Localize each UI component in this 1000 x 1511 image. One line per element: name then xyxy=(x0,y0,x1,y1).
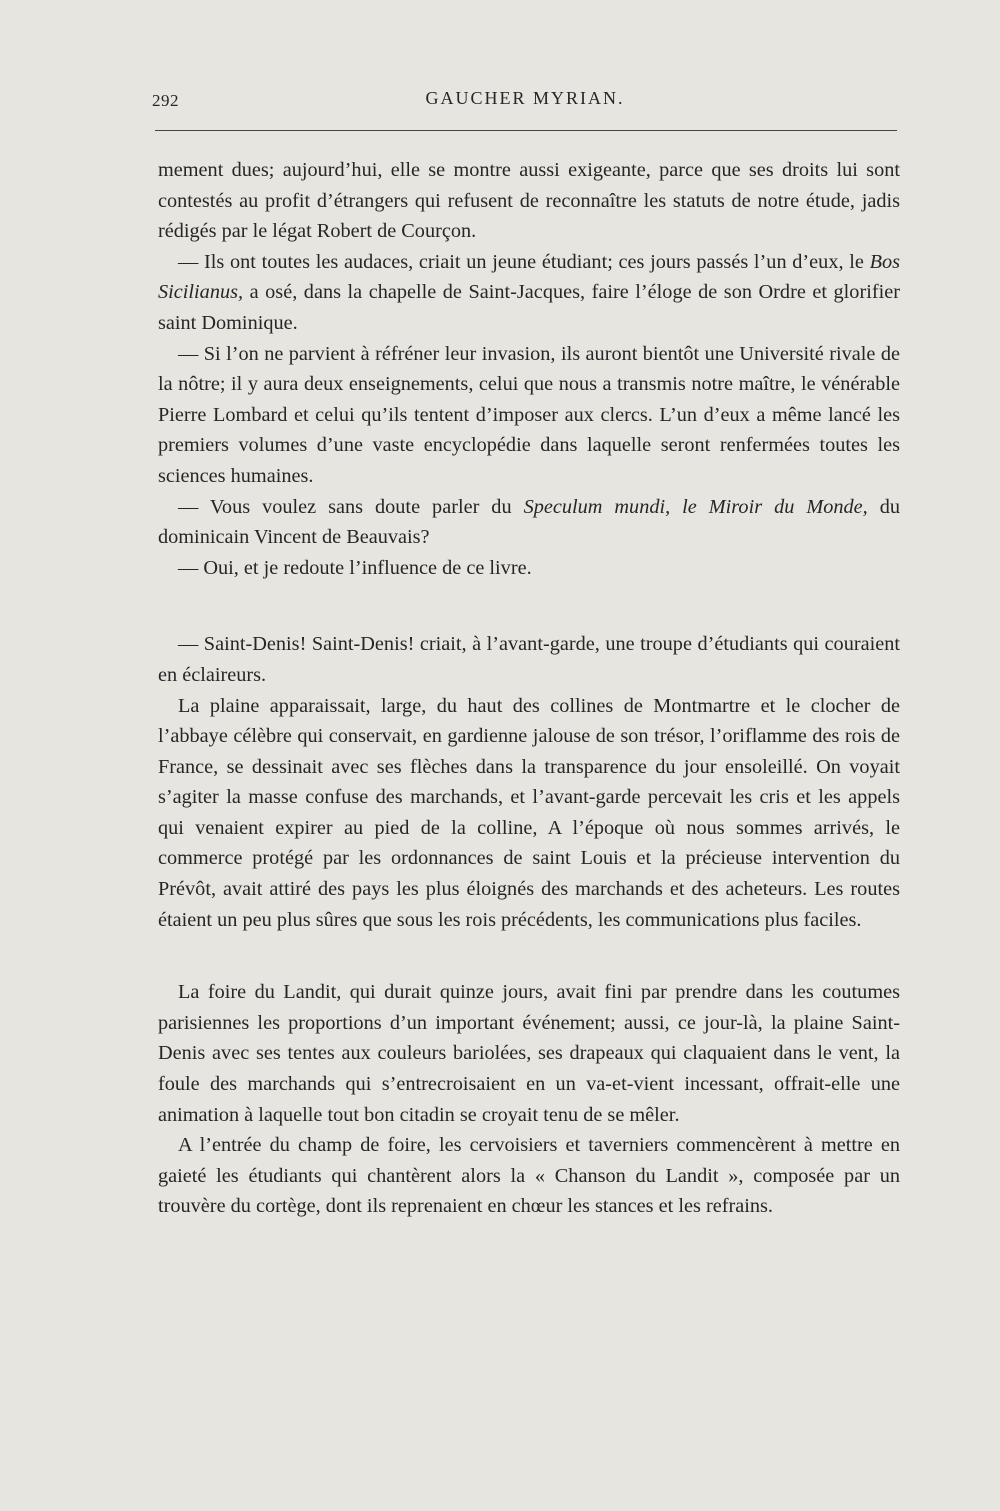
paragraph-9: A l’entrée du champ de foire, les cervoisiers et taverniers commencèrent à mettre en gaieté les étudiants qui chantèrent alors la « Chanson du Landit », composée par un trouvère du cortège, dont ils reprenaient en chœur les stances et les refrains. xyxy=(158,1134,900,1218)
paragraph-4 xyxy=(158,492,900,553)
paragraph-4-part-b: du dominicain Vincent de Beauvais? xyxy=(158,495,900,549)
paragraph-7: La plaine apparaissait, large, du haut des collines de Montmartre et le clocher de l’abbaye célèbre qui conservait, en gardienne jalouse de son trésor, l’oriflamme des rois de France, se dessinait avec ses flèches dans la transparence du jour ensoleillé. On voyait s’agiter la masse confuse des marchands, et l’avant-garde percevait les cris et les appels qui venaient expirer au pied de la colline, A l’époque où nous sommes arrivés, le commerce protégé par les ordonnances de saint Louis et la précieuse intervention du Prévôt, avait attiré des pays les plus éloignés des marchands et des acheteurs. Les routes étaient un peu plus sûres que sous les rois précédents, les communications plus faciles. xyxy=(158,694,900,931)
paragraph-2-part-a: — Ils ont toutes les audaces, criait un jeune étudiant; ces jours passés l’un d’eux, le xyxy=(178,250,870,273)
paragraph-3: — Si l’on ne parvient à réfréner leur invasion, ils auront bientôt une Université rivale de la nôtre; il y aura deux enseignements, celui que nous a transmis notre maître, le vénérable Pierre Lombard et celui qu’ils tentent d’imposer aux clercs. L’un d’eux a même lancé les premiers volumes d’une vaste encyclopédie dans laquelle seront renfermées toutes les sciences humaines. xyxy=(158,342,900,487)
body-text xyxy=(158,155,900,1222)
paragraph-2 xyxy=(158,247,900,339)
page-header xyxy=(152,88,898,118)
paragraph-8: La foire du Landit, qui durait quinze jours, avait fini par prendre dans les coutumes parisiennes les proportions d’un important événement; aussi, ce jour-là, la plaine Saint-Denis avec ses tentes aux couleurs bariolées, ses drapeaux qui claquaient dans le vent, la foule des marchands qui s’entrecroisaient en un va-et-vient incessant, offrait-elle une animation à laquelle tout bon citadin se croyait tenu de se mêler. xyxy=(158,981,900,1126)
paragraph-4-part-a: — Vous voulez sans doute parler du xyxy=(178,495,524,518)
page-number: 292 xyxy=(152,91,179,110)
paragraph-2-italic: Bos Sicilianus, xyxy=(158,250,900,304)
paragraph-1: mement dues; aujourd’hui, elle se montre aussi exigeante, parce que ses droits lui sont contestés au profit d’étrangers qui refusent de reconnaître les statuts de notre étude, jadis rédigés par le légat Robert de Courçon. xyxy=(158,159,900,243)
paragraph-5: — Oui, et je redoute l’influence de ce livre. xyxy=(178,556,532,579)
paragraph-2-part-b: a osé, dans la chapelle de Saint-Jacques, faire l’éloge de son Ordre et glorifier saint Dominique. xyxy=(158,281,900,334)
paragraph-6: — Saint-Denis! Saint-Denis! criait, à l’avant-garde, une troupe d’étudiants qui couraient en éclaireurs. xyxy=(158,633,900,686)
paragraph-4-italic: Speculum mundi, le Miroir du Monde, xyxy=(523,495,868,518)
running-title: GAUCHER MYRIAN. xyxy=(425,88,625,108)
header-rule xyxy=(155,130,897,131)
